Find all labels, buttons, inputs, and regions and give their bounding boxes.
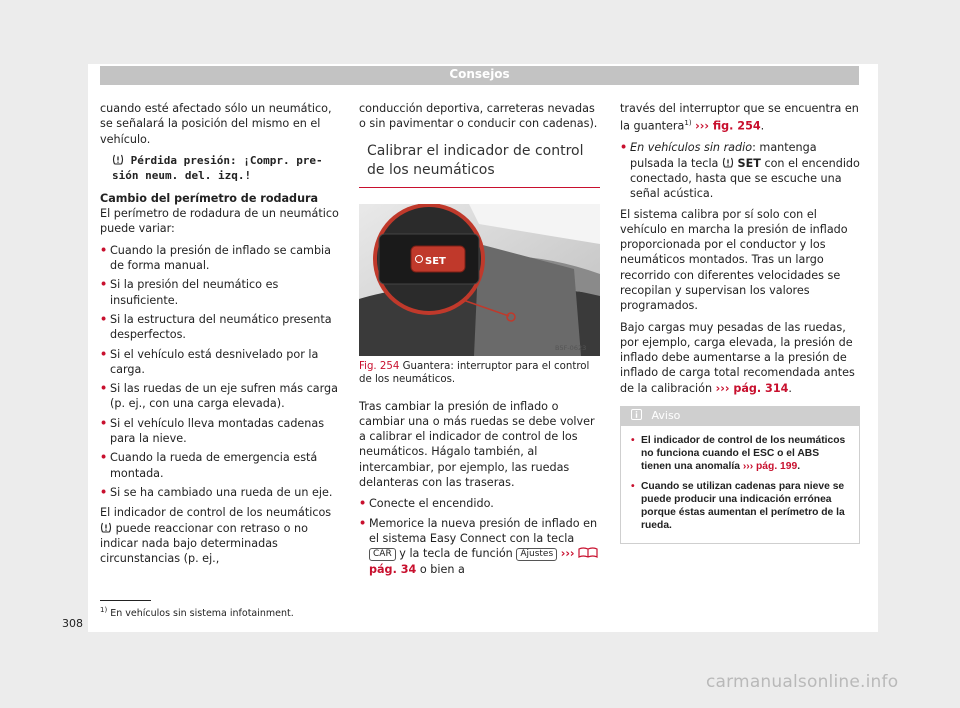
footnote-mark: 1) [100,606,108,614]
list-item: • Cuando la presión de inflado se cambia de forma manual. [100,243,340,274]
paragraph-text: través del interruptor que se encuentra en la guantera [620,102,859,134]
page-title: Consejos [449,67,510,81]
list-item: • Si el vehículo está desnivelado por la carga. [100,347,340,378]
car-key: CAR [369,548,396,561]
list-item: • Conecte el encendido. [359,496,600,511]
list-item-text: o bien a [419,562,465,576]
page-link[interactable]: pág. 34 [369,562,417,576]
paragraph: cuando esté afectado sólo un neumático, se señalará la posición del mismo en el vehículo. [100,102,332,146]
list-item: • Cuando la rueda de emergencia está montada. [100,450,340,481]
figure-label: Fig. 254 [359,360,400,372]
footnote [100,606,294,619]
link-arrows[interactable]: ››› [560,547,575,561]
paragraph: conducción deportiva, carreteras nevadas o sin pavimentar o conducir con cadenas). [359,102,598,131]
figure-glovebox [359,204,600,356]
column-1 [100,101,340,572]
figure-caption-text: Guantera: interruptor para el control de los neumáticos. [359,360,590,385]
list-item-text: con el encendido conectado, hasta que se escuche una señal acústica. [630,156,860,201]
list-item-emphasis: En vehículos sin radio [630,141,753,155]
paragraph [100,505,340,566]
paragraph-text: Bajo cargas muy pesadas de las ruedas, por ejemplo, carga elevada, la presión de inflado debe aumentarse a la presión de inflado de carga total recomendada antes de la calibración [620,320,855,395]
list-item: • Si la presión del neumático es insuficiente. [100,277,340,308]
paragraph-text: El indicador de control de los neumáticos [100,506,332,520]
list-item: • Si se ha cambiado una rueda de un eje. [100,485,340,500]
footnote-divider [100,600,151,601]
paragraph: El perímetro de rodadura de un neumático puede variar: [100,207,339,236]
book-icon [578,547,598,558]
subheading: Cambio del perímetro de rodadura [100,191,319,205]
header-bar [100,66,859,85]
display-message-line-2: sión neum. del. izq.! [112,168,252,182]
paragraph: Tras cambiar la presión de inflado o cambiar una o más ruedas se debe volver a calibrar el indicador de control de los neumáticos. Hágalo también, al intercambiar, por ejemplo, las ruedas delanteras con las traseras. [359,399,595,490]
column-2 [359,101,600,582]
list-item: • Si el vehículo lleva montadas cadenas para la nieve. [100,416,340,447]
list-item-text: y la tecla de función [399,547,513,561]
watermark: carmanualsonline.info [706,672,899,692]
notice-header [621,406,859,426]
list-item-text: : mantenga pulsada la tecla [630,141,817,170]
paragraph: Bajo cargas muy pesadas de las ruedas, por ejemplo, carga elevada, la presión de inflado debe aumentarse a la presión de inflado de carga total recomendada antes de la calibración ››› pág. 314. [620,320,855,395]
tire-pressure-icon [100,522,112,533]
bullet-list [100,243,340,500]
list-item: • Si la estructura del neumático presenta desperfectos. [100,312,340,343]
page-link[interactable]: ››› pág. 314 [715,381,789,395]
figure-set-label: SET [425,255,446,267]
footnote-mark: 1) [684,119,692,128]
paragraph: través del interruptor que se encuentra en la guantera$^{1)}$ ››› fig. 254. [620,102,859,134]
notice-title: Aviso [651,409,681,423]
info-icon [631,409,642,420]
display-message-line-1: Pérdida presión: ¡Compr. pre- [130,153,323,167]
paragraph: El sistema calibra por sí solo con el vehículo en marcha la presión de inflado proporcionada por el conductor y los neumáticos montados. Tras un largo recorrido con diferentes velocidades se recopilan y supervisan los valores programados. [620,207,848,313]
list-item-text: Memorice la nueva presión de inflado en el sistema Easy Connect con la tecla [369,516,598,545]
list-item: • Cuando se utilizan cadenas para nieve se puede producir una indicación errónea porque éstas aumentan el perímetro de la rueda. [631,480,851,533]
list-item [620,140,860,201]
section-divider [359,187,600,188]
bullet-list [359,496,600,576]
column-3 [620,101,860,544]
footnote-text: En vehículos sin sistema infotainment. [110,608,294,620]
notice-body [621,426,859,542]
set-key-label: SET [737,156,761,170]
tire-pressure-icon [112,154,124,165]
ajustes-key: Ajustes [516,548,557,561]
section-heading: Calibrar el indicador de control de los neumáticos [367,142,584,178]
list-item-text: El indicador de control de los neumáticos no funciona cuando el ESC o el ABS tienen una anomalía [641,435,846,473]
list-item: • Si las ruedas de un eje sufren más carga (p. ej., con una carga elevada). [100,381,340,412]
page-number: 308 [62,617,83,630]
notice-box [620,406,860,543]
figure-link[interactable]: ››› fig. 254 [695,120,761,134]
paragraph-text: puede reaccionar con retraso o no indicar nada bajo determinadas circunstancias (p. ej., [100,521,308,566]
figure-caption [359,360,600,386]
figure-code: B5F-0623 [555,343,587,352]
glovebox-illustration [359,204,600,356]
bullet-list [620,140,860,201]
list-item [359,516,600,577]
tire-pressure-icon [722,157,734,168]
display-message [112,153,340,183]
bullet-list [631,434,851,532]
page-link[interactable]: ››› pág. 199 [742,461,798,473]
list-item: • El indicador de control de los neumáticos no funciona cuando el ESC o el ABS tienen una anomalía ››› pág. 199. [631,434,851,474]
